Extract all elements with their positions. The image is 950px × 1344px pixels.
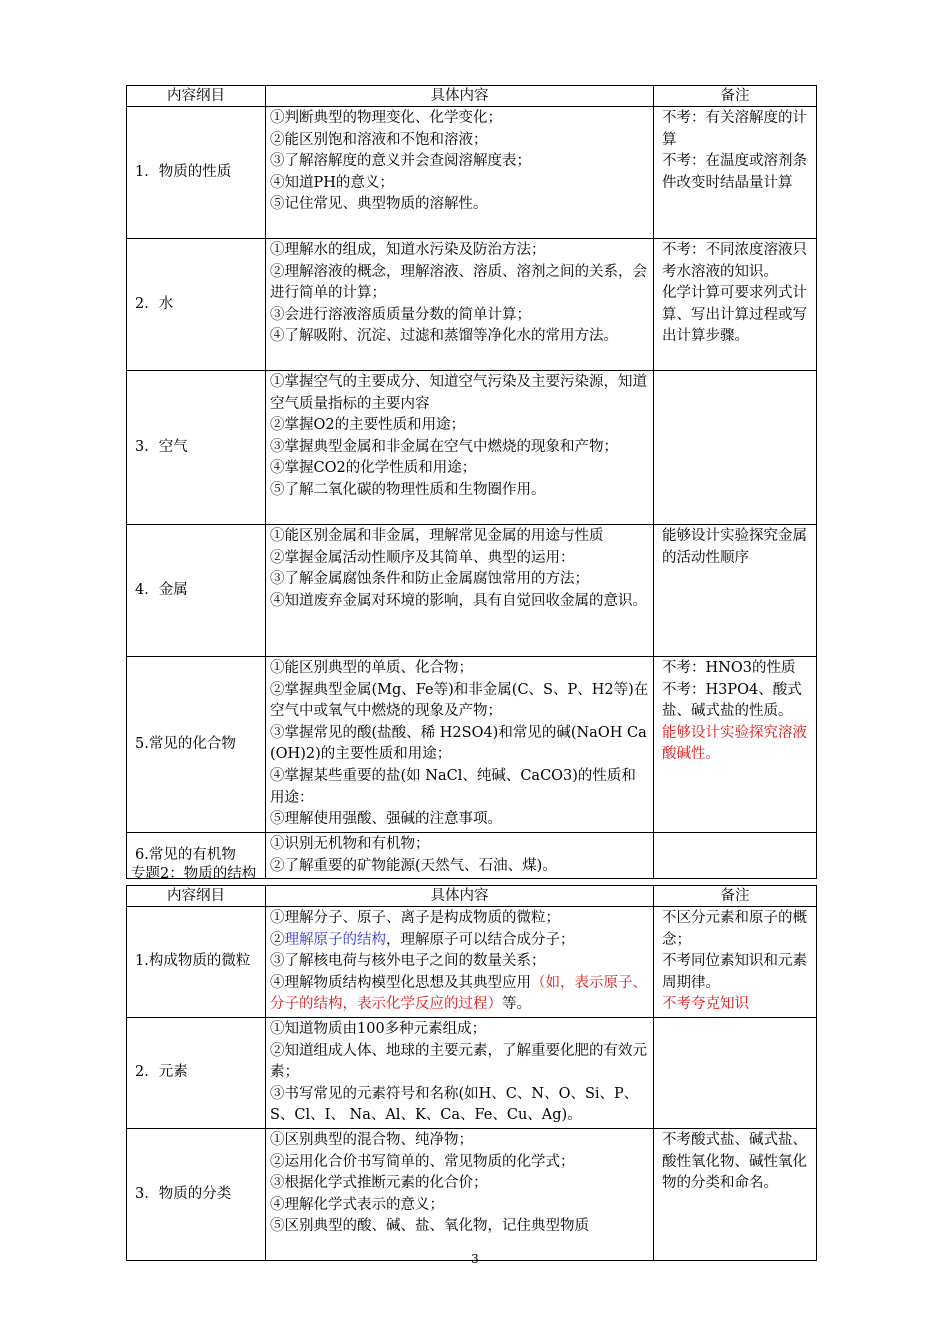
content-item: ①识别无机物和有机物； [270,836,430,852]
note-item: 能够设计实验探究金属的活动性顺序 [662,528,807,566]
row-category: 5.常见的化合物 [127,657,266,833]
content-item: ⑤理解使用强酸、强碱的注意事项。 [270,811,502,828]
section-caption: 专题2：物质的结构 [131,866,257,882]
row-notes [654,107,817,239]
note-item: 化学计算可要求列式计算、写出计算过程或写出计算步骤。 [662,285,807,345]
row-content [266,107,654,239]
content-item: ③掌握常见的酸(盐酸、稀 H2SO4)和常见的碱(NaOH Ca(OH)2)的主要性质和用途； [270,724,647,763]
content-item [270,951,649,973]
row-category: 6.常见的有机物 [127,833,266,879]
row-category: 3．空气 [127,371,266,525]
content-item: ①能区别金属和非金属，理解常见金属的用途与性质 [270,528,604,544]
content-item: ①掌握空气的主要成分、知道空气污染及主要污染源，知道空气质量指标的主要内容 [270,374,647,412]
header-notes: 备注 [654,886,817,907]
content-segment: ，理解原子可以结合成分子； [386,931,575,948]
content-item: ①判断典型的物理变化、化学变化； [270,110,502,126]
page-number: 3 [471,1252,479,1266]
content-segment: 理解原子的结构 [284,931,386,948]
content-item: ②能区别饱和溶液和不饱和溶液； [270,131,488,148]
content-item: ④掌握CO2的化学性质和用途； [270,460,477,477]
content-item: ①理解水的组成，知道水污染及防治方法； [270,242,546,258]
row-notes [654,525,817,657]
content-item: ④掌握某些重要的盐(如 NaCl、纯碱、CaCO3)的性质和用途： [270,767,636,806]
row-content [266,1128,654,1260]
table-row [127,1128,817,1260]
content-item: ②理解溶液的概念，理解溶液、溶质、溶剂之间的关系，会进行简单的计算； [270,263,647,302]
header-content: 具体内容 [266,86,654,107]
content-item: ④理解化学式表示的意义； [270,1196,444,1213]
table-header-row [127,86,817,107]
content-item: ②知道组成人体、地球的主要元素，了解重要化肥的有效元素； [270,1042,647,1081]
content-segment: ② [270,931,285,948]
row-notes [654,657,817,833]
content-item: ①能区别典型的单质、化合物； [270,660,473,676]
content-segment: ①理解分子、原子、离子是构成物质的微粒； [270,910,560,926]
header-category: 内容纲目 [127,886,266,907]
content-item: ③书写常见的元素符号和名称(如H、C、N、O、Si、P、S、Cl、I、 Na、Al、K、Ca、Fe、Cu、Ag)。 [270,1085,639,1124]
row-category: 1.构成物质的微粒 [127,907,266,1018]
row-content [266,239,654,371]
header-category: 内容纲目 [127,86,266,107]
table-row [127,239,817,371]
table-row [127,657,817,833]
row-notes [654,907,817,1018]
note-item: 不考夸克知识 [662,996,749,1013]
note-item: 不考：HNO3的性质 [662,660,796,676]
content-item: ①知道物质由100多种元素组成； [270,1020,487,1037]
content-item [270,908,649,930]
row-notes [654,1128,817,1260]
content-item: ③根据化学式推断元素的化合价； [270,1175,488,1192]
table-row [127,525,817,657]
row-content [266,907,654,1018]
row-category: 4．金属 [127,525,266,657]
row-category: 2．水 [127,239,266,371]
content-item: ⑤记住常见、典型物质的溶解性。 [270,196,488,213]
row-content [266,525,654,657]
row-category: 1．物质的性质 [127,107,266,239]
note-item: 不考：在温度或溶剂条件改变时结晶量计算 [662,153,807,191]
row-notes [654,371,817,525]
row-category: 2．元素 [127,1017,266,1128]
content-item: ④了解吸附、沉淀、过滤和蒸馏等净化水的常用方法。 [270,328,618,345]
content-segment: （如，表示原子、分子的结构，表示化学反应的过程） [270,974,647,1013]
content-item: ②掌握典型金属(Mg、Fe等)和非金属(C、S、P、H2等)在空气中或氧气中燃烧的现象及产物； [270,681,649,720]
header-content: 具体内容 [266,886,654,907]
content-item: ⑤区别典型的酸、碱、盐、氧化物，记住典型物质 [270,1218,589,1235]
note-item: 不考：H3PO4、酸式盐、碱式盐的性质。 [662,681,802,720]
row-category: 3．物质的分类 [127,1128,266,1260]
content-item: ②了解重要的矿物能源(天然气、石油、煤)。 [270,857,557,874]
syllabus-table-2 [126,885,817,1261]
row-content [266,657,654,833]
note-item: 不考：有关溶解度的计算 [662,110,807,148]
row-notes [654,1017,817,1128]
content-item: ⑤了解二氧化碳的物理性质和生物圈作用。 [270,481,546,498]
table-row [127,107,817,239]
content-item: ②掌握金属活动性顺序及其简单、典型的运用： [270,549,575,566]
content-item [270,930,649,952]
note-item: 不区分元素和原子的概念； [662,910,807,948]
content-item [270,973,649,1016]
content-item: ④知道废弃金属对环境的影响，具有自觉回收金属的意识。 [270,592,647,609]
table-header-row [127,886,817,907]
note-item: 不考酸式盐、碱式盐、酸性氧化物、碱性氧化物的分类和命名。 [662,1131,807,1192]
note-item: 不考：不同浓度溶液只考水溶液的知识。 [662,242,807,280]
row-notes [654,833,817,879]
content-item: ①区别典型的混合物、纯净物； [270,1131,473,1148]
syllabus-table-1 [126,85,817,879]
content-item: ②运用化合价书写简单的、常见物质的化学式； [270,1153,575,1170]
table-row [127,1017,817,1128]
table-row [127,371,817,525]
header-notes: 备注 [654,86,817,107]
content-item: ③了解溶解度的意义并会查阅溶解度表； [270,153,531,170]
content-item: ③了解金属腐蚀条件和防止金属腐蚀常用的方法； [270,571,589,588]
content-segment: 等。 [502,996,531,1013]
row-content [266,371,654,525]
table-row [127,907,817,1018]
content-item: ③掌握典型金属和非金属在空气中燃烧的现象和产物； [270,438,618,455]
note-item: 不考同位素知识和元素周期律。 [662,953,807,991]
row-content [266,833,654,879]
row-notes [654,239,817,371]
note-item: 能够设计实验探究溶液酸碱性。 [662,724,807,763]
content-item: ④知道PH的意义； [270,174,394,191]
content-segment: ③了解核电荷与核外电子之间的数量关系； [270,953,546,970]
content-segment: ④理解物质结构模型化思想及其典型应用 [270,974,531,991]
row-content [266,1017,654,1128]
content-item: ②掌握O2的主要性质和用途； [270,417,466,434]
content-item: ③会进行溶液溶质质量分数的简单计算； [270,306,531,323]
